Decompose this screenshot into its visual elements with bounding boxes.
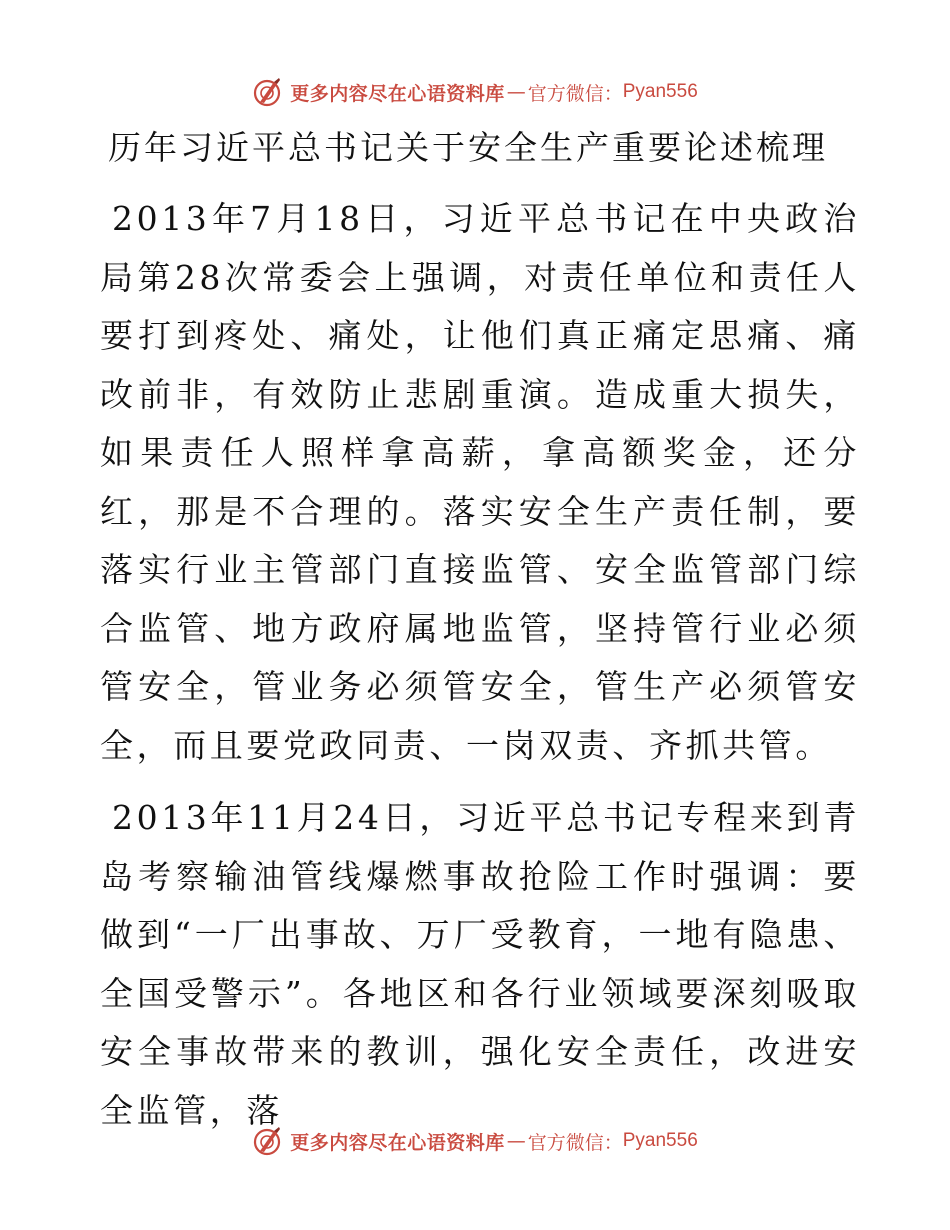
- quill-pen-logo-icon: [252, 1125, 284, 1157]
- promo-text: 更多内容尽在心语资料库: [290, 1131, 505, 1154]
- wechat-id: Pyan556: [622, 81, 698, 102]
- paragraph-2013-07-18: 2013年7月18日，习近平总书记在中央政治局第28次常委会上强调，对责任单位和责任人要打到疼处、痛处，让他们真正痛定思痛、痛改前非，有效防止悲剧重演。造成重大损失，如果责任人照样拿高薪，拿高额奖金，还分红，那是不合理的。落实安全生产责任制，要落实行业主管部门直接监管、安全监管部门综合监管、地方政府属地监管，坚持管行业必须管安全，管业务必须管安全，管生产必须管安全，而且要党政同责、一岗双责、齐抓共管。: [100, 199, 860, 765]
- banner-separator: —: [506, 1130, 526, 1152]
- header-watermark-banner: [0, 72, 950, 112]
- document-title: 历年习近平总书记关于安全生产重要论述梳理: [108, 128, 828, 167]
- quill-pen-logo-icon: [252, 76, 284, 108]
- wechat-id: Pyan556: [622, 1130, 698, 1151]
- banner-separator: —: [506, 81, 526, 103]
- wechat-label: 官方微信：: [527, 82, 623, 105]
- paragraph-2013-11-24: 2013年11月24日，习近平总书记专程来到青岛考察输油管线爆燃事故抢险工作时强调：要做到“一厂出事故、万厂受教育，一地有隐患、全国受警示”。各地区和各行业领域要深刻吸取安全事故带来的教训，强化安全责任，改进安全监管，落: [100, 798, 860, 1130]
- wechat-label: 官方微信：: [527, 1131, 623, 1154]
- footer-watermark-banner: [0, 1121, 950, 1161]
- promo-text: 更多内容尽在心语资料库: [290, 82, 505, 105]
